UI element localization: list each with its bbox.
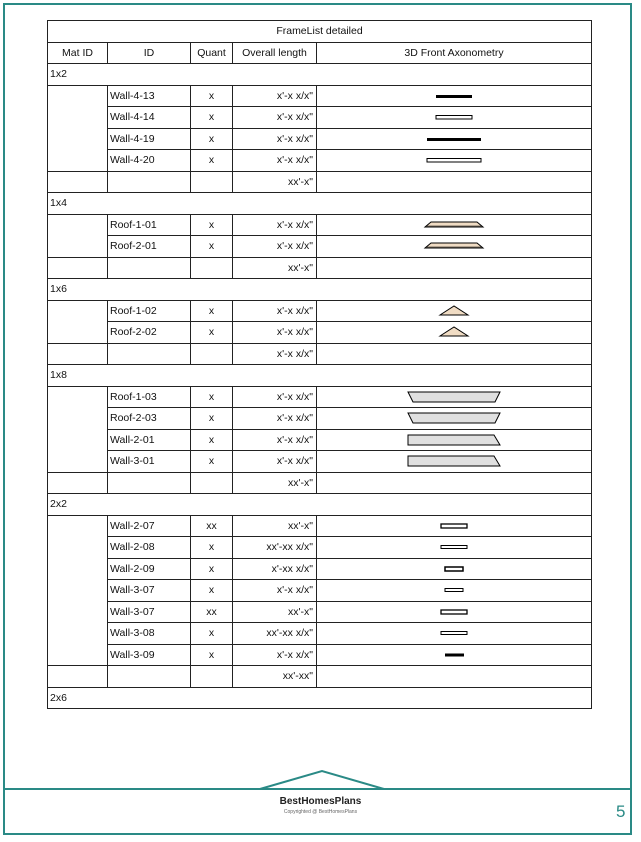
board-trapezoid-drawing	[394, 390, 514, 404]
empty-cell	[108, 472, 191, 494]
frame-id: Wall-4-13	[108, 85, 191, 107]
mat-id-cell	[48, 386, 108, 472]
group-header-row	[48, 494, 592, 516]
board-right-bevel-drawing	[394, 454, 514, 468]
empty-cell	[48, 472, 108, 494]
copyright-text: Copyrighted @ BestHomesPlans	[283, 809, 358, 815]
total-row	[48, 343, 592, 365]
table-row	[48, 408, 592, 430]
quantity: x	[191, 386, 233, 408]
frame-id: Wall-3-08	[108, 623, 191, 645]
empty-cell	[108, 257, 191, 279]
empty-cell	[108, 666, 191, 688]
stick-outline-bold-drawing	[394, 605, 514, 619]
quantity: x	[191, 408, 233, 430]
empty-cell	[317, 171, 592, 193]
quantity: x	[191, 128, 233, 150]
mat-id-label: 2x6	[48, 687, 592, 709]
quantity: x	[191, 537, 233, 559]
overall-length: x'-x x/x"	[233, 214, 317, 236]
group-header-row	[48, 64, 592, 86]
stick-solid-drawing	[394, 648, 514, 662]
frame-id: Roof-1-03	[108, 386, 191, 408]
total-length: x'-x x/x"	[233, 343, 317, 365]
stick-short-drawing	[394, 583, 514, 597]
empty-cell	[48, 666, 108, 688]
mat-id-label: 2x2	[48, 494, 592, 516]
table-row	[48, 322, 592, 344]
table-row	[48, 601, 592, 623]
empty-cell	[108, 343, 191, 365]
quantity: x	[191, 558, 233, 580]
table-row	[48, 128, 592, 150]
overall-length: x'-x x/x"	[233, 236, 317, 258]
overall-length: xx'-x"	[233, 515, 317, 537]
frame-id: Wall-3-01	[108, 451, 191, 473]
overall-length: x'-x x/x"	[233, 408, 317, 430]
page-number: 5	[616, 802, 626, 821]
quantity: x	[191, 150, 233, 172]
empty-cell	[191, 666, 233, 688]
quantity: xx	[191, 601, 233, 623]
overall-length: x'-x x/x"	[233, 150, 317, 172]
quantity: x	[191, 236, 233, 258]
table-row	[48, 150, 592, 172]
empty-cell	[191, 343, 233, 365]
bar-solid-long-drawing	[394, 132, 514, 146]
group-header-row	[48, 193, 592, 215]
mat-id-label: 1x6	[48, 279, 592, 301]
quantity: x	[191, 429, 233, 451]
mat-id-cell	[48, 85, 108, 171]
table-title: FrameList detailed	[48, 21, 592, 43]
overall-length: xx'-x"	[233, 601, 317, 623]
axonometry-shape	[317, 386, 592, 408]
quantity: x	[191, 623, 233, 645]
axonometry-shape	[317, 623, 592, 645]
table-row	[48, 429, 592, 451]
total-length: xx'-xx"	[233, 666, 317, 688]
overall-length: x'-x x/x"	[233, 300, 317, 322]
table-row	[48, 537, 592, 559]
empty-cell	[191, 472, 233, 494]
frame-id: Wall-4-19	[108, 128, 191, 150]
stick-outline-bold-drawing	[394, 519, 514, 533]
header-id: ID	[108, 42, 191, 64]
axonometry-shape	[317, 128, 592, 150]
quantity: x	[191, 322, 233, 344]
board-trapezoid-drawing	[394, 411, 514, 425]
header-axonometry: 3D Front Axonometry	[317, 42, 592, 64]
table-row	[48, 107, 592, 129]
frame-id: Wall-2-01	[108, 429, 191, 451]
empty-cell	[317, 257, 592, 279]
mat-id-cell	[48, 214, 108, 257]
roof-peak-ornament	[0, 760, 641, 800]
brand-name: BestHomesPlans	[279, 796, 362, 807]
quantity: x	[191, 300, 233, 322]
frame-id: Wall-3-09	[108, 644, 191, 666]
gable-triangle-drawing	[394, 325, 514, 339]
board-right-bevel-drawing	[394, 433, 514, 447]
frame-list-table	[47, 20, 592, 709]
bar-outline-long-drawing	[394, 153, 514, 167]
axonometry-shape	[317, 515, 592, 537]
table-row	[48, 85, 592, 107]
quantity: x	[191, 644, 233, 666]
header-mat-id: Mat ID	[48, 42, 108, 64]
rafter-trapezoid-drawing	[394, 239, 514, 253]
total-row	[48, 666, 592, 688]
table-row	[48, 451, 592, 473]
axonometry-shape	[317, 537, 592, 559]
axonometry-shape	[317, 408, 592, 430]
frame-id: Wall-2-08	[108, 537, 191, 559]
quantity: x	[191, 85, 233, 107]
frame-id: Wall-2-07	[108, 515, 191, 537]
overall-length: xx'-xx x/x"	[233, 537, 317, 559]
total-row	[48, 171, 592, 193]
overall-length: x'-x x/x"	[233, 128, 317, 150]
total-length: xx'-x"	[233, 257, 317, 279]
group-header-row	[48, 365, 592, 387]
axonometry-shape	[317, 451, 592, 473]
total-row	[48, 472, 592, 494]
stick-outline-drawing	[394, 540, 514, 554]
stick-outline-drawing	[394, 626, 514, 640]
empty-cell	[48, 343, 108, 365]
overall-length: x'-x x/x"	[233, 429, 317, 451]
header-overall-length: Overall length	[233, 42, 317, 64]
stick-short-bold-drawing	[394, 562, 514, 576]
overall-length: x'-xx x/x"	[233, 558, 317, 580]
overall-length: x'-x x/x"	[233, 451, 317, 473]
axonometry-shape	[317, 558, 592, 580]
frame-id: Roof-1-01	[108, 214, 191, 236]
overall-length: x'-x x/x"	[233, 580, 317, 602]
mat-id-label: 1x4	[48, 193, 592, 215]
overall-length: x'-x x/x"	[233, 322, 317, 344]
bar-solid-medium-drawing	[394, 89, 514, 103]
table-row	[48, 558, 592, 580]
total-length: xx'-x"	[233, 472, 317, 494]
mat-id-label: 1x8	[48, 365, 592, 387]
frame-id: Wall-3-07	[108, 580, 191, 602]
quantity: xx	[191, 515, 233, 537]
mat-id-label: 1x2	[48, 64, 592, 86]
gable-triangle-drawing	[394, 304, 514, 318]
frame-id: Wall-2-09	[108, 558, 191, 580]
overall-length: x'-x x/x"	[233, 85, 317, 107]
group-header-row	[48, 687, 592, 709]
table-row	[48, 644, 592, 666]
empty-cell	[48, 171, 108, 193]
axonometry-shape	[317, 429, 592, 451]
bar-outline-medium-drawing	[394, 110, 514, 124]
empty-cell	[317, 472, 592, 494]
axonometry-shape	[317, 644, 592, 666]
axonometry-shape	[317, 580, 592, 602]
axonometry-shape	[317, 322, 592, 344]
empty-cell	[108, 171, 191, 193]
axonometry-shape	[317, 214, 592, 236]
total-row	[48, 257, 592, 279]
empty-cell	[191, 171, 233, 193]
axonometry-shape	[317, 107, 592, 129]
rafter-trapezoid-drawing	[394, 218, 514, 232]
group-header-row	[48, 279, 592, 301]
table-header-row	[48, 42, 592, 64]
frame-id: Roof-2-02	[108, 322, 191, 344]
axonometry-shape	[317, 601, 592, 623]
frame-id: Roof-2-01	[108, 236, 191, 258]
table-row	[48, 214, 592, 236]
axonometry-shape	[317, 150, 592, 172]
overall-length: xx'-xx x/x"	[233, 623, 317, 645]
empty-cell	[317, 666, 592, 688]
table-row	[48, 580, 592, 602]
frame-id: Roof-1-02	[108, 300, 191, 322]
overall-length: x'-x x/x"	[233, 386, 317, 408]
overall-length: x'-x x/x"	[233, 644, 317, 666]
frame-id: Wall-4-20	[108, 150, 191, 172]
overall-length: x'-x x/x"	[233, 107, 317, 129]
quantity: x	[191, 107, 233, 129]
table-row	[48, 515, 592, 537]
axonometry-shape	[317, 85, 592, 107]
header-quant: Quant	[191, 42, 233, 64]
quantity: x	[191, 580, 233, 602]
mat-id-cell	[48, 515, 108, 666]
quantity: x	[191, 214, 233, 236]
table-row	[48, 386, 592, 408]
frame-id: Wall-4-14	[108, 107, 191, 129]
axonometry-shape	[317, 236, 592, 258]
quantity: x	[191, 451, 233, 473]
frame-id: Wall-3-07	[108, 601, 191, 623]
table-row	[48, 236, 592, 258]
table-body	[48, 64, 592, 709]
empty-cell	[317, 343, 592, 365]
total-length: xx'-x"	[233, 171, 317, 193]
table-row	[48, 300, 592, 322]
empty-cell	[191, 257, 233, 279]
empty-cell	[48, 257, 108, 279]
table-row	[48, 623, 592, 645]
axonometry-shape	[317, 300, 592, 322]
mat-id-cell	[48, 300, 108, 343]
frame-id: Roof-2-03	[108, 408, 191, 430]
